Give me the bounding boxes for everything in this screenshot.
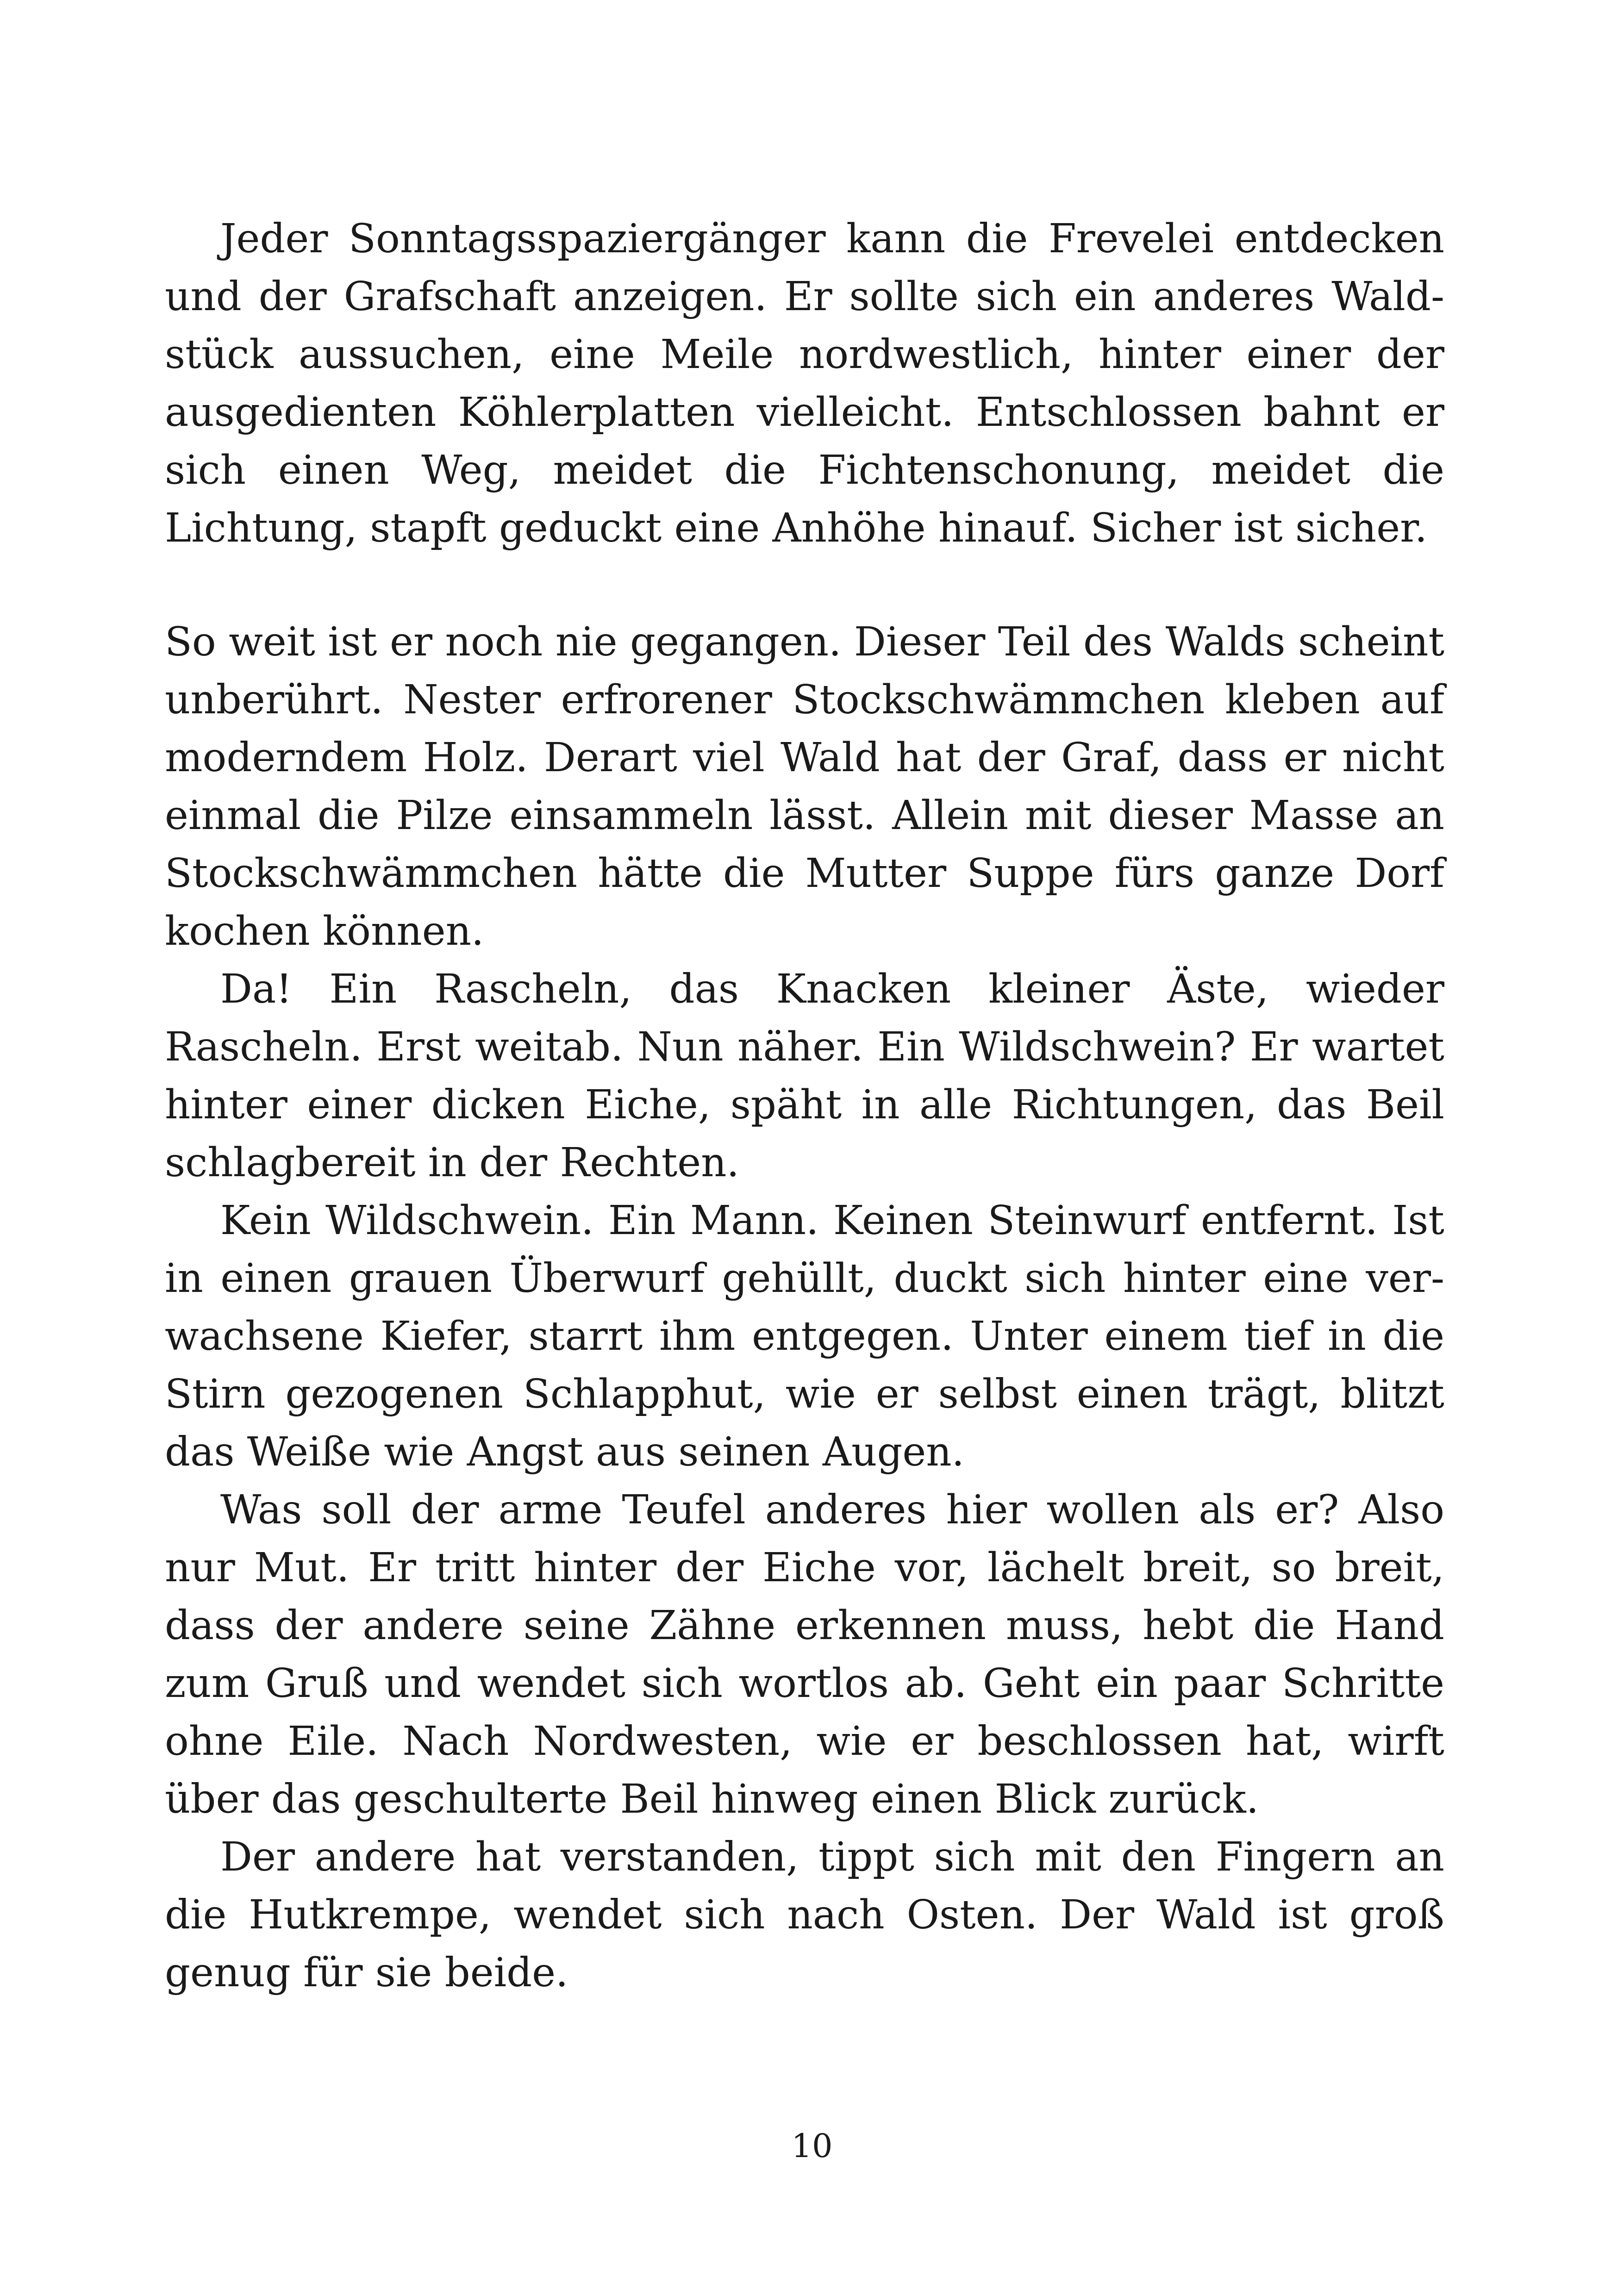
paragraph: Kein Wildschwein. Ein Mann. Keinen Steinwurf entfernt. Ist in einen grauen Überwurf gehüllt, duckt sich hinter eine verwachsene Kiefer, starrt ihm entgegen. Unter einem tief in die Stirn gezogenen Schlapphut, wie er selbst einen trägt, blitzt das Weiße wie Angst aus seinen Augen. xyxy=(165,1197,1444,1475)
paragraph: Jeder Sonntagsspaziergänger kann die Frevelei entdecken und der Grafschaft anzeigen. Er sollte sich ein anderes Waldstück aussuchen, eine Meile nordwestlich, hinter einer der ausgedienten Köhlerplatten vielleicht. Entschlossen bahnt er sich einen Weg, meidet die Fichtenschonung, meidet die Lichtung, stapft geduckt eine Anhöhe hinauf. Sicher ist sicher. xyxy=(165,216,1444,551)
paragraph: Was soll der arme Teufel anderes hier wollen als er? Also nur Mut. Er tritt hinter der Eiche vor, lächelt breit, so breit, dass der andere seine Zähne erkennen muss, hebt die Hand zum Gruß und wendet sich wortlos ab. Geht ein paar Schritte ohne Eile. Nach Nordwesten, wie er beschlossen hat, wirft über das geschulterte Beil hinweg einen Blick zurück. xyxy=(165,1487,1444,1822)
section-two xyxy=(165,613,1444,2002)
section-one xyxy=(165,210,1444,557)
paragraph: Da! Ein Rascheln, das Knacken kleiner Äste, wieder Rascheln. Erst weitab. Nun näher. Ein Wildschwein? Er wartet hinter einer dicken Eiche, späht in alle Richtungen, das Beil schlagbereit in der Rechten. xyxy=(165,966,1444,1186)
paragraph: Der andere hat verstanden, tippt sich mit den Fingern an die Hutkrempe, wendet sich nach Osten. Der Wald ist groß genug für sie beide. xyxy=(165,1834,1444,1996)
paragraph: So weit ist er noch nie gegangen. Dieser Teil des Walds scheint unberührt. Nester erfrorener Stockschwämmchen kleben auf moderndem Holz. Derart viel Wald hat der Graf, dass er nicht einmal die Pilze einsammeln lässt. Allein mit dieser Masse an Stockschwämmchen hätte die Mutter Suppe fürs ganze Dorf kochen können. xyxy=(165,619,1444,954)
page-number: 10 xyxy=(791,2127,833,2165)
